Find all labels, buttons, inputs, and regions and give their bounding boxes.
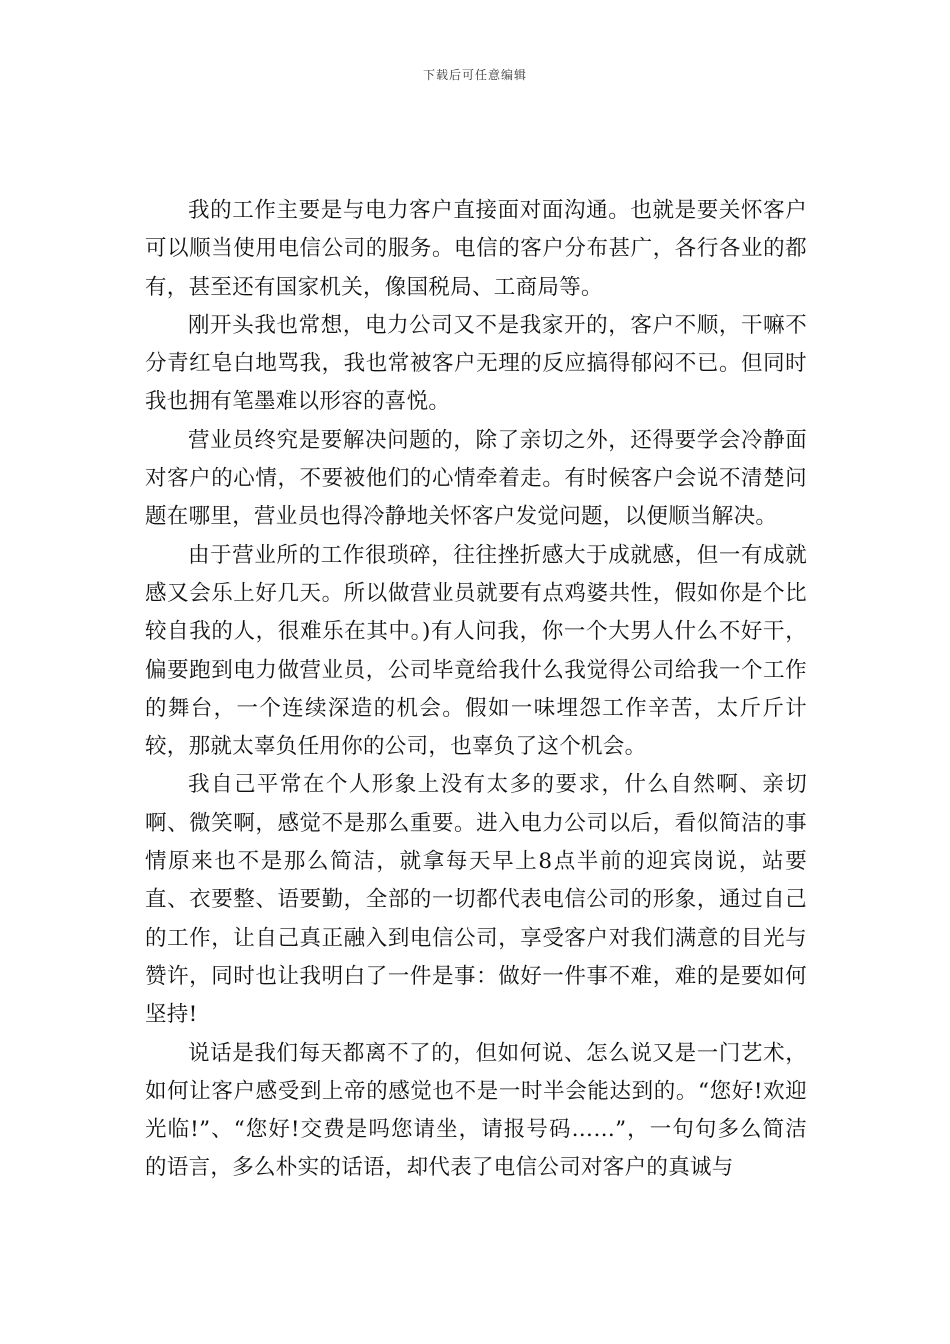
paragraph-5: 我自己平常在个人形象上没有太多的要求，什么自然啊、亲切啊、微笑啊，感觉不是那么重要。进入电力公司以后，看似简洁的事情原来也不是那么简洁，就拿每天早上8点半前的迎宾岗说，站要直、衣要整、语要勤，全部的一切都代表电信公司的形象，通过自己的工作，让自己真正融入到电信公司，享受客户对我们满意的目光与赞许，同时也让我明白了一件是事：做好一件事不难，难的是要如何坚持!	[145, 772, 807, 1028]
paragraph-2: 刚开头我也常想，电力公司又不是我家开的，客户不顺，干嘛不分青红皂白地骂我，我也常被客户无理的反应搞得郁闷不已。但同时我也拥有笔墨难以形容的喜悦。	[145, 312, 807, 415]
paragraph-4: 由于营业所的工作很琐碎，往往挫折感大于成就感，但一有成就感又会乐上好几天。所以做营业员就要有点鸡婆共性，假如你是个比较自我的人，很难乐在其中。)有人问我，你一个大男人什么不好干，偏要跑到电力做营业员，公司毕竟给我什么我觉得公司给我一个工作的舞台，一个连续深造的机会。假如一味埋怨工作辛苦，太斤斤计较，那就太辜负任用你的公司，也辜负了这个机会。	[145, 542, 807, 760]
document-body	[145, 192, 807, 1188]
page-header: 下载后可任意编辑	[422, 68, 527, 82]
paragraph-6: 说话是我们每天都离不了的，但如何说、怎么说又是一门艺术，如何让客户感受到上帝的感觉也不是一时半会能达到的。“您好!欢迎光临!”、“您好!交费是吗您请坐，请报号码……”，一句句多么简洁的语言，多么朴实的话语，却代表了电信公司对客户的真诚与	[145, 1040, 807, 1181]
paragraph-1: 我的工作主要是与电力客户直接面对面沟通。也就是要关怀客户可以顺当使用电信公司的服务。电信的客户分布甚广，各行各业的都有，甚至还有国家机关，像国税局、工商局等。	[145, 198, 807, 300]
paragraph-3: 营业员终究是要解决问题的，除了亲切之外，还得要学会冷静面对客户的心情，不要被他们的心情牵着走。有时候客户会说不清楚问题在哪里，营业员也得冷静地关怀客户发觉问题，以便顺当解决。	[145, 427, 807, 530]
